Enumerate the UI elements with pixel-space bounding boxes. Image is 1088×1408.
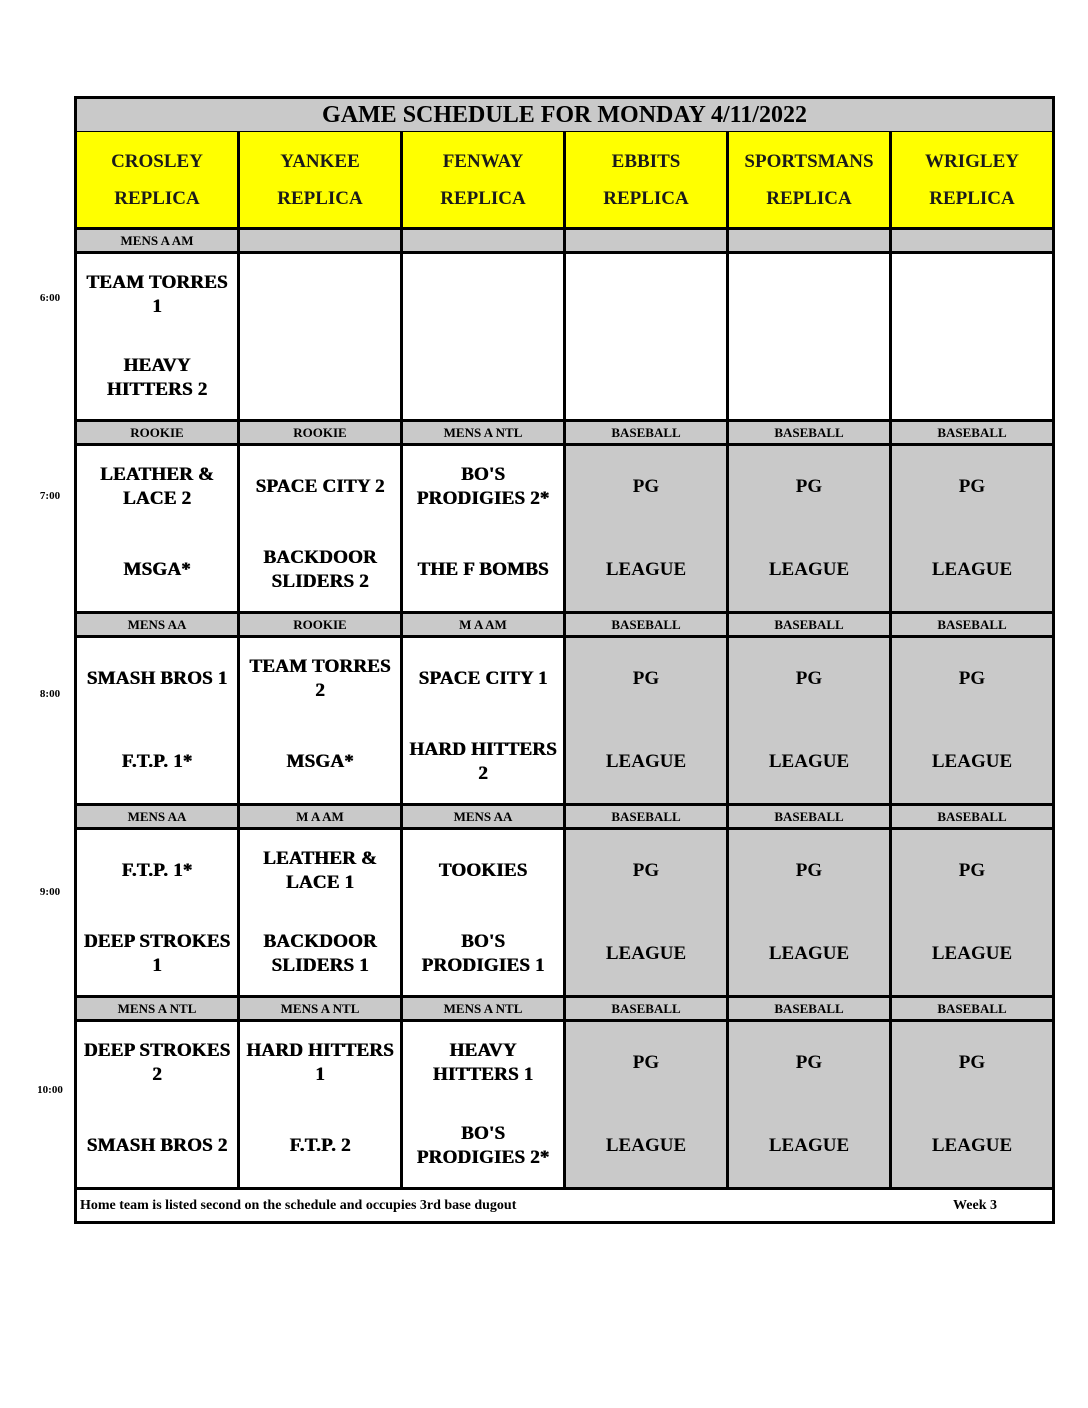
division-label: M A AM bbox=[240, 806, 403, 827]
division-label: MENS A NTL bbox=[403, 422, 566, 443]
away-team: SPACE CITY 2 bbox=[255, 476, 385, 498]
game-cell bbox=[729, 446, 892, 611]
away-team: LEATHER & LACE 1 bbox=[263, 848, 377, 894]
away-team: PG bbox=[632, 668, 660, 690]
game-cell bbox=[566, 254, 729, 419]
division-label: MENS A NTL bbox=[403, 998, 566, 1019]
division-label: MENS A AM bbox=[77, 230, 240, 251]
division-label: MENS AA bbox=[403, 806, 566, 827]
week-label: Week 3 bbox=[953, 1197, 997, 1213]
home-team: BACKDOOR SLIDERS 1 bbox=[263, 930, 377, 976]
division-label: MENS A NTL bbox=[77, 998, 240, 1019]
game-cell bbox=[403, 830, 566, 995]
home-team: THE F BOMBS bbox=[417, 558, 549, 580]
field-sub: REPLICA bbox=[766, 187, 852, 209]
field-header-row bbox=[74, 132, 1055, 230]
away-team bbox=[403, 254, 563, 337]
division-label: BASEBALL bbox=[566, 614, 729, 635]
field-name: CROSLEY bbox=[111, 150, 203, 172]
division-label: BASEBALL bbox=[937, 424, 1007, 440]
game-cell bbox=[77, 254, 240, 419]
home-team: LEAGUE bbox=[931, 558, 1013, 580]
schedule-title: GAME SCHEDULE FOR MONDAY 4/11/2022 bbox=[74, 96, 1055, 132]
division-label: BASEBALL bbox=[566, 998, 729, 1019]
division-label: MENS A NTL bbox=[240, 998, 403, 1019]
game-cell bbox=[892, 1022, 1052, 1187]
game-cell bbox=[403, 254, 566, 419]
time-slots bbox=[74, 230, 1055, 1190]
home-team: LEAGUE bbox=[768, 558, 850, 580]
division-label: M A AM bbox=[403, 614, 566, 635]
division-label: BASEBALL bbox=[729, 614, 892, 635]
game-cell bbox=[240, 1022, 403, 1187]
game-row bbox=[74, 254, 1055, 422]
division-label bbox=[892, 230, 1052, 251]
field-sub: REPLICA bbox=[603, 187, 689, 209]
home-team bbox=[892, 337, 1052, 420]
game-cell bbox=[892, 254, 1052, 419]
away-team: PG bbox=[795, 668, 823, 690]
away-team: HEAVY HITTERS 1 bbox=[432, 1040, 534, 1086]
home-team: F.T.P. 1* bbox=[121, 750, 193, 772]
home-team: BO'S PRODIGIES 2* bbox=[416, 1122, 550, 1168]
game-cell bbox=[77, 830, 240, 995]
field-header-sportsmans bbox=[729, 132, 892, 227]
away-team bbox=[240, 254, 400, 337]
time-label: 10:00 bbox=[37, 1084, 63, 1096]
schedule-sheet bbox=[74, 96, 1055, 1224]
division-label: BASEBALL bbox=[729, 998, 892, 1019]
away-team: DEEP STROKES 2 bbox=[83, 1040, 231, 1086]
game-cell bbox=[403, 446, 566, 611]
away-team: PG bbox=[632, 1052, 660, 1074]
home-team: LEAGUE bbox=[605, 750, 687, 772]
home-team bbox=[403, 337, 563, 420]
field-name: EBBITS bbox=[611, 150, 681, 172]
game-cell bbox=[566, 830, 729, 995]
field-sub: REPLICA bbox=[929, 187, 1015, 209]
away-team: TEAM TORRES 1 bbox=[86, 272, 228, 318]
away-team bbox=[729, 254, 889, 337]
division-label: ROOKIE bbox=[240, 614, 403, 635]
field-header-fenway bbox=[403, 132, 566, 227]
time-label: 8:00 bbox=[39, 688, 61, 700]
away-team: HARD HITTERS 1 bbox=[246, 1040, 394, 1086]
game-cell bbox=[240, 254, 403, 419]
away-team: PG bbox=[958, 476, 986, 498]
field-name: FENWAY bbox=[442, 150, 524, 172]
game-cell bbox=[403, 1022, 566, 1187]
home-team: F.T.P. 2 bbox=[289, 1134, 351, 1156]
division-label: BASEBALL bbox=[937, 616, 1007, 632]
home-team: BACKDOOR SLIDERS 2 bbox=[263, 546, 377, 592]
away-team: F.T.P. 1* bbox=[121, 860, 193, 882]
field-header-ebbits bbox=[566, 132, 729, 227]
game-cell bbox=[729, 638, 892, 803]
home-team: HARD HITTERS 2 bbox=[409, 738, 557, 784]
division-label: BASEBALL bbox=[729, 422, 892, 443]
game-cell bbox=[77, 1022, 240, 1187]
division-label bbox=[240, 230, 403, 251]
division-row bbox=[74, 806, 1055, 830]
game-cell bbox=[77, 638, 240, 803]
home-team: MSGA* bbox=[286, 750, 354, 772]
time-label: 9:00 bbox=[39, 886, 61, 898]
home-team: LEAGUE bbox=[931, 942, 1013, 964]
home-team: BO'S PRODIGIES 1 bbox=[421, 930, 545, 976]
field-name: SPORTSMANS bbox=[744, 150, 874, 172]
field-sub: REPLICA bbox=[114, 187, 200, 209]
division-label: MENS AA bbox=[77, 614, 240, 635]
away-team: PG bbox=[795, 860, 823, 882]
home-team: LEAGUE bbox=[931, 750, 1013, 772]
home-team: DEEP STROKES 1 bbox=[83, 930, 231, 976]
division-label bbox=[729, 230, 892, 251]
away-team: PG bbox=[632, 860, 660, 882]
division-label bbox=[566, 230, 729, 251]
away-team: PG bbox=[958, 1052, 986, 1074]
field-sub: REPLICA bbox=[277, 187, 363, 209]
game-row bbox=[74, 1022, 1055, 1190]
home-team bbox=[240, 337, 400, 420]
game-cell bbox=[566, 1022, 729, 1187]
division-label: BASEBALL bbox=[729, 806, 892, 827]
game-cell bbox=[892, 830, 1052, 995]
division-row bbox=[74, 998, 1055, 1022]
game-cell bbox=[892, 638, 1052, 803]
game-cell bbox=[729, 1022, 892, 1187]
home-team: LEAGUE bbox=[605, 558, 687, 580]
game-cell bbox=[729, 254, 892, 419]
game-cell bbox=[403, 638, 566, 803]
game-cell bbox=[566, 446, 729, 611]
away-team: BO'S PRODIGIES 2* bbox=[416, 464, 550, 510]
game-cell bbox=[77, 446, 240, 611]
field-sub: REPLICA bbox=[440, 187, 526, 209]
field-header-yankee bbox=[240, 132, 403, 227]
field-header-crosley bbox=[77, 132, 240, 227]
away-team: TEAM TORRES 2 bbox=[249, 656, 391, 702]
home-team: LEAGUE bbox=[605, 1134, 687, 1156]
away-team bbox=[566, 254, 726, 337]
home-team: LEAGUE bbox=[605, 942, 687, 964]
away-team: PG bbox=[795, 476, 823, 498]
field-name: YANKEE bbox=[280, 150, 360, 172]
away-team: LEATHER & LACE 2 bbox=[100, 464, 214, 510]
game-cell bbox=[240, 638, 403, 803]
away-team: PG bbox=[958, 860, 986, 882]
division-row bbox=[74, 422, 1055, 446]
footer-note: Home team is listed second on the schedule and occupies 3rd base dugout bbox=[80, 1197, 517, 1213]
game-cell bbox=[729, 830, 892, 995]
time-label: 6:00 bbox=[39, 292, 61, 304]
home-team: HEAVY HITTERS 2 bbox=[106, 354, 208, 400]
field-header-wrigley bbox=[892, 132, 1052, 227]
game-row bbox=[74, 638, 1055, 806]
game-row bbox=[74, 446, 1055, 614]
time-label: 7:00 bbox=[39, 490, 61, 502]
away-team: SPACE CITY 1 bbox=[418, 668, 548, 690]
field-name: WRIGLEY bbox=[925, 150, 1019, 172]
home-team: MSGA* bbox=[123, 558, 191, 580]
division-label: ROOKIE bbox=[240, 422, 403, 443]
game-cell bbox=[240, 830, 403, 995]
game-cell bbox=[566, 638, 729, 803]
division-label: ROOKIE bbox=[77, 422, 240, 443]
home-team bbox=[729, 337, 889, 420]
home-team: LEAGUE bbox=[768, 942, 850, 964]
home-team: LEAGUE bbox=[931, 1134, 1013, 1156]
away-team: SMASH BROS 1 bbox=[86, 668, 228, 690]
away-team bbox=[892, 254, 1052, 337]
away-team: TOOKIES bbox=[438, 860, 528, 882]
home-team: SMASH BROS 2 bbox=[86, 1134, 228, 1156]
division-row bbox=[74, 614, 1055, 638]
home-team bbox=[566, 337, 726, 420]
away-team: PG bbox=[958, 668, 986, 690]
game-cell bbox=[240, 446, 403, 611]
division-row bbox=[74, 230, 1055, 254]
away-team: PG bbox=[632, 476, 660, 498]
home-team: LEAGUE bbox=[768, 750, 850, 772]
game-row bbox=[74, 830, 1055, 998]
division-label bbox=[403, 230, 566, 251]
division-label: BASEBALL bbox=[937, 1000, 1007, 1016]
division-label: BASEBALL bbox=[937, 808, 1007, 824]
game-cell bbox=[892, 446, 1052, 611]
home-team: LEAGUE bbox=[768, 1134, 850, 1156]
away-team: PG bbox=[795, 1052, 823, 1074]
division-label: BASEBALL bbox=[566, 422, 729, 443]
schedule-footer bbox=[74, 1190, 1055, 1224]
division-label: MENS AA bbox=[77, 806, 240, 827]
division-label: BASEBALL bbox=[566, 806, 729, 827]
